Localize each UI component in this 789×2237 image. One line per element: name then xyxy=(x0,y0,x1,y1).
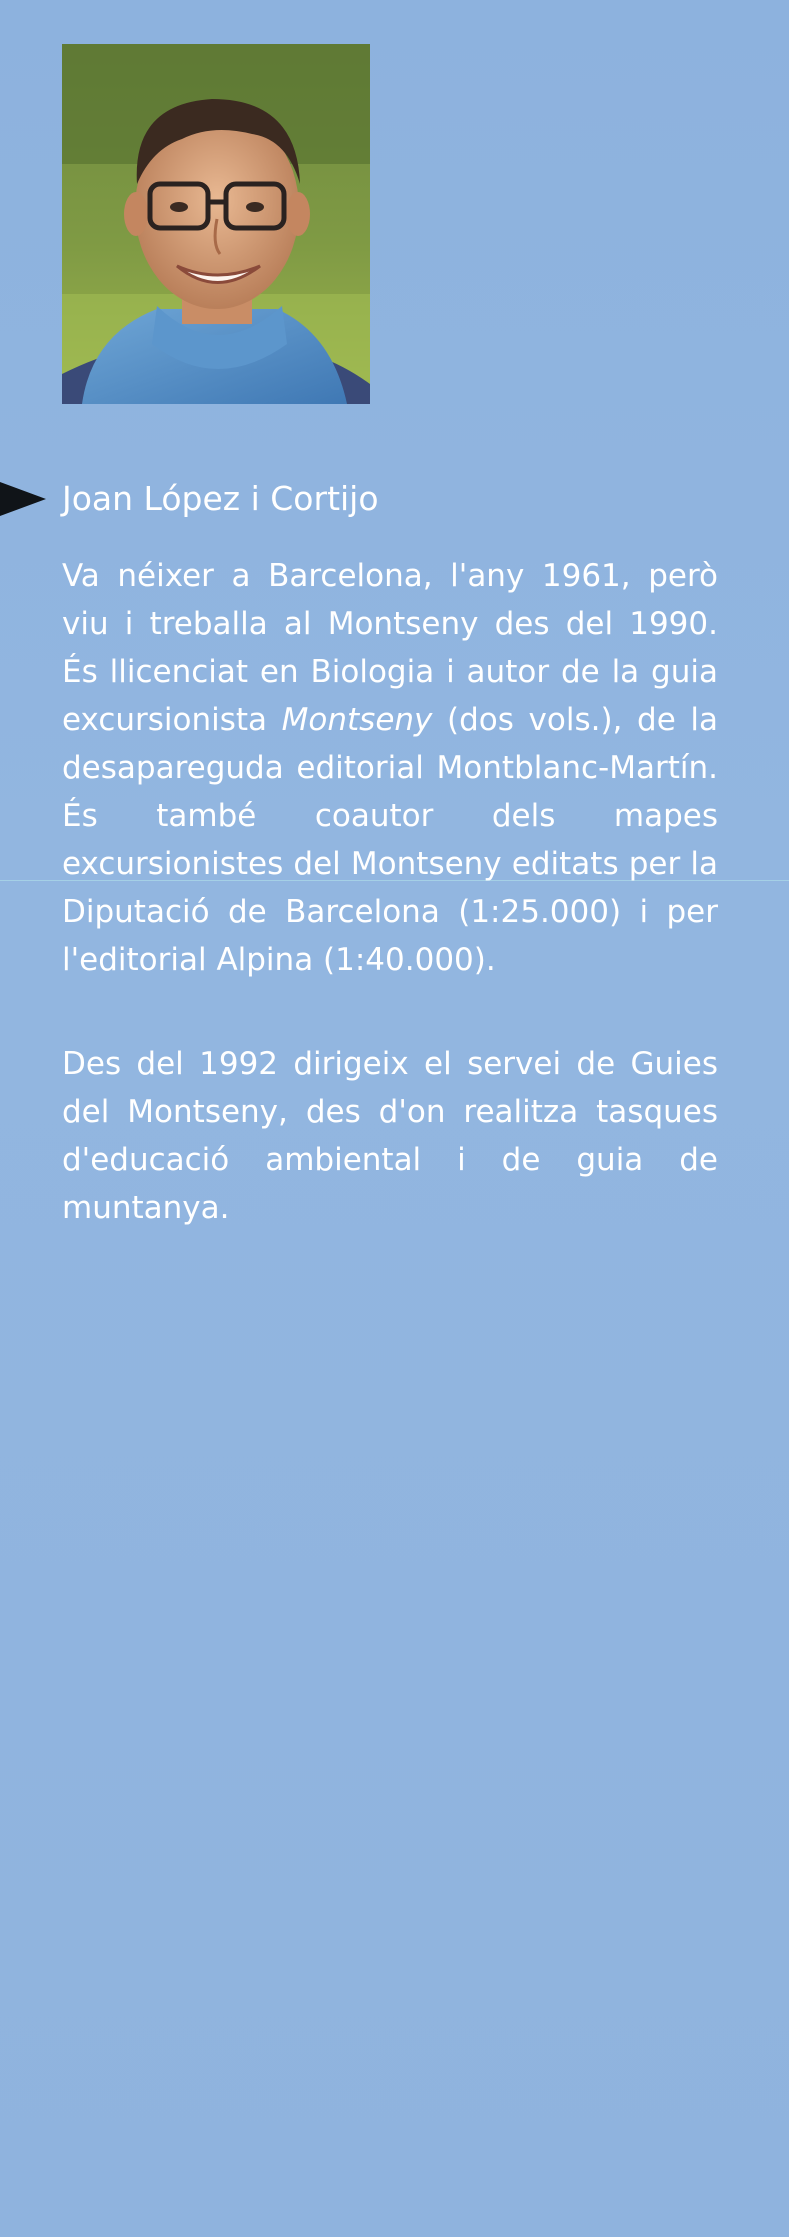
author-photo xyxy=(62,44,370,404)
author-name: Joan López i Cortijo xyxy=(62,479,379,518)
bio-paragraph-1 xyxy=(62,552,718,984)
author-portrait-image xyxy=(62,44,370,404)
bio-paragraph-2: Des del 1992 dirigeix el servei de Guies del Montseny, des d'on realitza tasques d'educació ambiental i de guia de muntanya. xyxy=(62,1046,718,1226)
triangle-pointer-icon xyxy=(0,482,46,516)
bio-paragraph-1-text-end: (dos vols.), de la desapareguda editorial Montblanc-Martín. És també coautor dels mapes excursionistes del Montseny editats per la Diputació de Barcelona (1:25.000) i per l'editorial Alpina (1:40.000). xyxy=(62,702,718,978)
bio-paragraph-1-text-start: Va néixer a Barcelona, l'any 1961, però viu i treballa al Montseny des del 1990. És llicenciat en Biologia i autor de la guia excursionista xyxy=(62,558,718,738)
book-title: Montseny xyxy=(281,702,433,738)
